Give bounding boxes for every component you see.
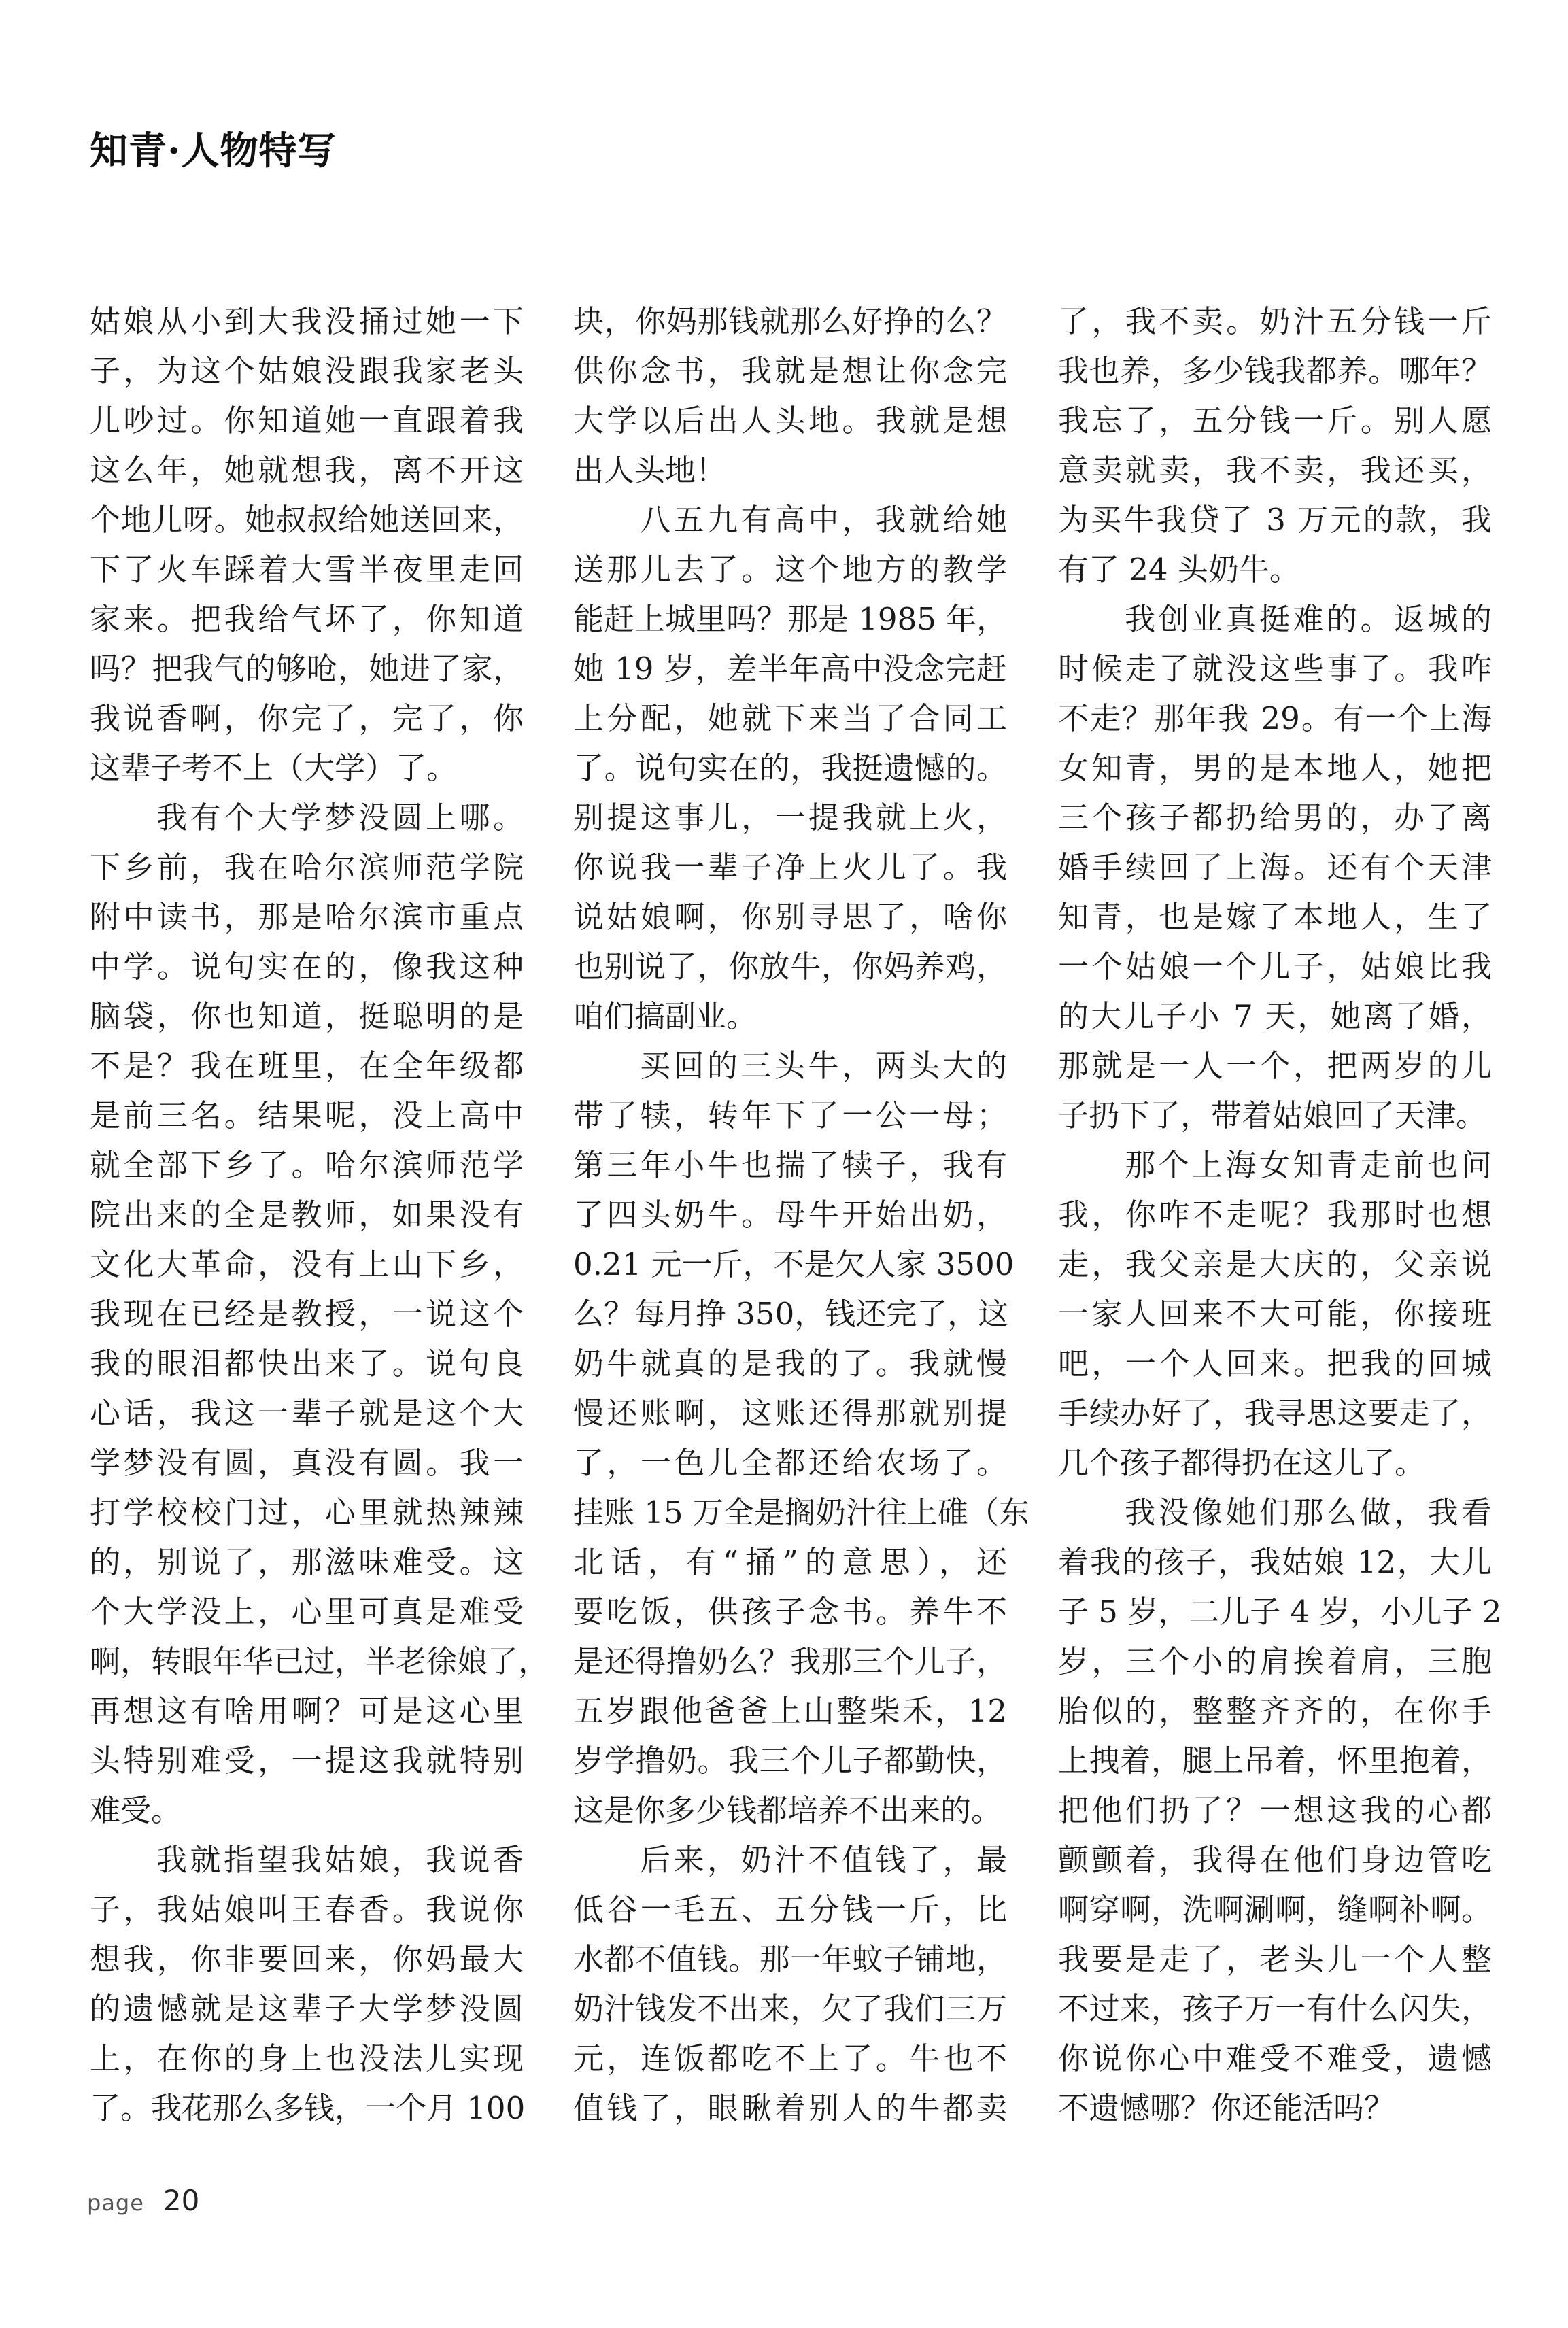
paragraph-line: 难受。 [90,1792,182,1828]
paragraph-line: 附中读书，那是哈尔滨市重点 [90,899,524,935]
paragraph-line: 就全部下乡了。哈尔滨师范学 [90,1147,524,1183]
paragraph-line: 说姑娘啊，你别寻思了，啥你 [573,899,1007,935]
paragraph-line: 女知青，男的是本地人，她把 [1058,750,1492,786]
paragraph-line: 这辈子考不上（大学）了。 [90,750,458,786]
paragraph-line: 带了犊，转年下了一公一母； [573,1097,1007,1133]
paragraph-line: 那个上海女知青走前也问 [1125,1147,1492,1183]
paragraph-line: 我就指望我姑娘，我说香 [156,1842,524,1878]
paragraph-line: 上分配，她就下来当了合同工 [573,700,1007,736]
paragraph-line: 手续办好了，我寻思这要走了， [1058,1395,1492,1431]
paragraph-line: 了。说句实在的，我挺遗憾的。 [573,750,1007,786]
paragraph-line: 元，连饭都吃不上了。牛也不 [573,2040,1007,2076]
paragraph-line: 颤颤着，我得在他们身边管吃 [1058,1842,1492,1878]
paragraph-line: 不走？那年我 29。有一个上海 [1058,700,1492,736]
paragraph-line: 下了火车踩着大雪半夜里走回 [90,551,524,587]
paragraph-line: 学梦没有圆，真没有圆。我一 [90,1445,524,1481]
paragraph-line: 咱们搞副业。 [573,998,757,1034]
paragraph-line: 她 19 岁，差半年高中没念完赶 [573,651,1007,687]
paragraph-line: 吗？把我气的够呛，她进了家， [90,651,524,687]
paragraph-line: 心话，我这一辈子就是这个大 [90,1395,524,1431]
text-column-3 [1058,296,1502,2133]
paragraph-line: 那就是一人一个，把两岁的儿 [1058,1048,1492,1084]
text-column-1 [90,296,549,2133]
section-title: 知青·人物特写 [90,129,337,173]
text-column-2 [573,296,1029,2133]
paragraph-line: 上，在你的身上也没法儿实现 [90,2040,524,2076]
paragraph-line: 中学。说句实在的，像我这种 [90,948,524,985]
paragraph-line: 你说我一辈子净上火儿了。我 [573,849,1007,885]
paragraph-line: 送那儿去了。这个地方的教学 [573,551,1007,587]
paragraph-line: 想我，你非要回来，你妈最大 [90,1941,524,1977]
paragraph-line: 一家人回来不大可能，你接班 [1058,1296,1492,1332]
paragraph-line: 第三年小牛也揣了犊子，我有 [573,1147,1007,1183]
paragraph-line: 有了 24 头奶牛。 [1058,551,1300,587]
paragraph-line: 的遗憾就是这辈子大学梦没圆 [90,1991,524,2027]
paragraph-line: 个大学没上，心里可真是难受 [90,1594,524,1630]
paragraph-line: 水都不值钱。那一年蚊子铺地， [573,1941,1007,1977]
paragraph-line: 不遗憾哪？你还能活吗？ [1058,2090,1395,2126]
paragraph-line: 五岁跟他爸爸上山整柴禾，12 [573,1693,1007,1729]
paragraph-line: 出人头地！ [573,452,727,488]
paragraph-line: 几个孩子都得扔在这儿了。 [1058,1445,1426,1481]
page-number: 20 [163,2184,200,2217]
paragraph-line: 再想这有啥用啊？可是这心里 [90,1693,524,1729]
paragraph-line: 子，为这个姑娘没跟我家老头 [90,353,524,389]
paragraph-line: 要吃饭，供孩子念书。养牛不 [573,1594,1007,1630]
paragraph-line: 文化大革命，没有上山下乡， [90,1246,524,1282]
paragraph-line: 了四头奶牛。母牛开始出奶， [573,1197,1007,1233]
paragraph-line: 后来，奶汁不值钱了，最 [640,1842,1007,1878]
paragraph-line: 能赶上城里吗？那是 1985 年， [573,601,1008,637]
paragraph-line: 慢还账啊，这账还得那就别提 [573,1395,1007,1431]
paragraph-line: 着我的孩子，我姑娘 12，大儿 [1058,1544,1492,1580]
paragraph-line: 下乡前，我在哈尔滨师范学院 [90,849,524,885]
paragraph-line: 我，你咋不走呢？我那时也想 [1058,1197,1492,1233]
paragraph-line: 三个孩子都扔给男的，办了离 [1058,800,1492,836]
paragraph-line: 大学以后出人头地。我就是想 [573,403,1007,439]
paragraph-line: 块，你妈那钱就那么好挣的么？ [573,303,1007,339]
paragraph-line: 北话，有“捅”的意思），还 [573,1544,1007,1580]
page-footer [87,2184,199,2217]
paragraph-line: 姑娘从小到大我没捅过她一下 [90,303,524,339]
paragraph-line: 意卖就卖，我不卖，我还买， [1058,452,1492,488]
paragraph-line: 儿吵过。你知道她一直跟着我 [90,403,524,439]
paragraph-line: 不是？我在班里，在全年级都 [90,1048,524,1084]
paragraph-line: 我没像她们那么做，我看 [1125,1494,1492,1530]
paragraph-line: 买回的三头牛，两头大的 [640,1048,1007,1084]
paragraph-line: 的，别说了，那滋味难受。这 [90,1544,524,1580]
paragraph-line: 奶牛就真的是我的了。我就慢 [573,1346,1007,1382]
paragraph-line: 是还得撸奶么？我那三个儿子， [573,1643,1007,1679]
paragraph-line: 这么年，她就想我，离不开这 [90,452,524,488]
paragraph-line: 为买牛我贷了 3 万元的款，我 [1058,502,1492,538]
paragraph-line: 把他们扔了？一想这我的心都 [1058,1792,1492,1828]
paragraph-line: 不过来，孩子万一有什么闪失， [1058,1991,1492,2027]
paragraph-line: 挂账 15 万全是搁奶汁往上碓（东 [573,1494,1029,1530]
paragraph-line: 这是你多少钱都培养不出来的。 [573,1792,1002,1828]
paragraph-line: 院出来的全是教师，如果没有 [90,1197,524,1233]
paragraph-line: 奶汁钱发不出来，欠了我们三万 [573,1991,1007,2027]
paragraph-line: 我创业真挺难的。返城的 [1125,601,1492,637]
paragraph-line: 我说香啊，你完了，完了，你 [90,700,524,736]
page-label: page [87,2190,144,2216]
paragraph-line: 了，一色儿全都还给农场了。 [573,1445,1007,1481]
paragraph-line: 脑袋，你也知道，挺聪明的是 [90,998,524,1034]
paragraph-line: 我有个大学梦没圆上哪。 [156,800,524,836]
paragraph-line: 岁学撸奶。我三个儿子都勤快， [573,1743,1007,1779]
paragraph-line: 啊穿啊，洗啊涮啊，缝啊补啊。 [1058,1892,1492,1928]
paragraph-line: 胎似的，整整齐齐的，在你手 [1058,1693,1492,1729]
paragraph-line: 是前三名。结果呢，没上高中 [90,1097,524,1133]
paragraph-line: 我的眼泪都快出来了。说句良 [90,1346,524,1382]
paragraph-line: 别提这事儿，一提我就上火， [573,800,1007,836]
paragraph-line: 低谷一毛五、五分钱一斤，比 [573,1892,1007,1928]
paragraph-line: 知青，也是嫁了本地人，生了 [1058,899,1492,935]
paragraph-line: 我现在已经是教授，一说这个 [90,1296,524,1332]
paragraph-line: 也别说了，你放牛，你妈养鸡， [573,948,1007,985]
paragraph-line: 子，我姑娘叫王春香。我说你 [90,1892,524,1928]
paragraph-line: 走，我父亲是大庆的，父亲说 [1058,1246,1492,1282]
paragraph-line: 一个姑娘一个儿子，姑娘比我 [1058,948,1492,985]
paragraph-line: 供你念书，我就是想让你念完 [573,353,1007,389]
paragraph-line: 子扔下了，带着姑娘回了天津。 [1058,1097,1487,1133]
paragraph-line: 岁，三个小的肩挨着肩，三胞 [1058,1643,1492,1679]
paragraph-line: 时候走了就没这些事了。我咋 [1058,651,1492,687]
paragraph-line: 我要是走了，老头儿一个人整 [1058,1941,1492,1977]
paragraph-line: 的大儿子小 7 天，她离了婚， [1058,998,1492,1034]
paragraph-line: 了，我不卖。奶汁五分钱一斤 [1058,303,1492,339]
paragraph-line: 你说你心中难受不难受，遗憾 [1058,2040,1492,2076]
paragraph-line: 吧，一个人回来。把我的回城 [1058,1346,1492,1382]
paragraph-line: 打学校校门过，心里就热辣辣 [90,1494,524,1530]
paragraph-line: 么？每月挣 350，钱还完了，这 [573,1296,1009,1332]
paragraph-line: 啊，转眼年华已过，半老徐娘了， [90,1643,549,1679]
paragraph-line: 上拽着，腿上吊着，怀里抱着， [1058,1743,1492,1779]
paragraph-line: 婚手续回了上海。还有个天津 [1058,849,1492,885]
paragraph-line: 值钱了，眼瞅着别人的牛都卖 [573,2090,1007,2126]
paragraph-line: 八五九有高中，我就给她 [640,502,1007,538]
paragraph-line: 了。我花那么多钱，一个月 100 [90,2090,526,2126]
paragraph-line: 我也养，多少钱我都养。哪年？ [1058,353,1492,389]
paragraph-line: 个地儿呀。她叔叔给她送回来， [90,502,524,538]
paragraph-line: 头特别难受，一提这我就特别 [90,1743,524,1779]
paragraph-line: 子 5 岁，二儿子 4 岁，小儿子 2 [1058,1594,1502,1630]
paragraph-line: 0.21 元一斤，不是欠人家 3500 [573,1246,1015,1282]
paragraph-line: 我忘了，五分钱一斤。别人愿 [1058,403,1492,439]
paragraph-line: 家来。把我给气坏了，你知道 [90,601,524,637]
